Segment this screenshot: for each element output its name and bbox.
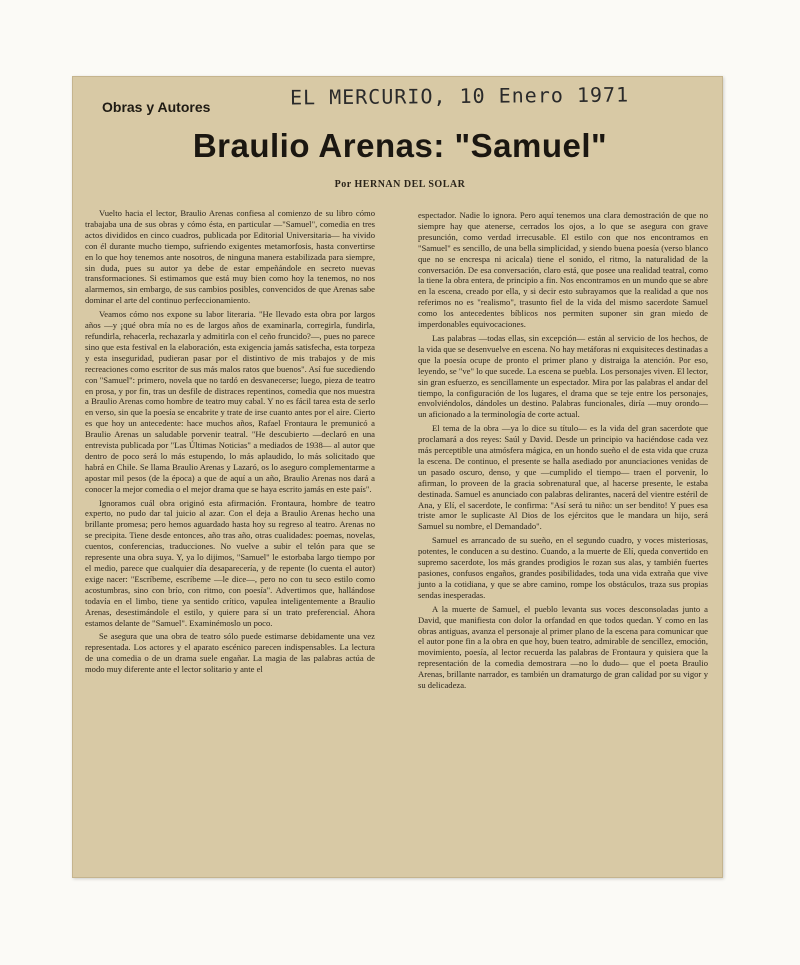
article-paragraph: El tema de la obra —ya lo dice su título— es la vida del gran sacerdote que proclamará a dos reyes: Saúl y David. Desde un principio va haciéndose cada vez más perceptible una atmósfera mágica, en un hondo sueño el de esta vida que cruza la escena. De continuo, el presente se halla asediado por anunciaciones venidas de un pasado oscuro, denso, y que —cumplido el tiempo— traen el porvenir, lo afirman, lo proveen de la gracia sobrenatural que, al hacerse presente, le estaba destinada. Samuel es anunciado con palabras delirantes, nacerá del vientre estéril de Ana, y Elí, el sacerdote, le confirma: "Así será tu niño: un ser bendito! Y pues esa triste amor le suplicaste Al Dios de los ejércitos que le mandara un hijo, será Samuel su nombre, el Demandado". [418,423,708,532]
article-paragraph: espectador. Nadie lo ignora. Pero aquí tenemos una clara demostración de que no siempre hay que atenerse, cerrados los ojos, a lo que se asegura con grave presunción, como verdad irrecusable. El estilo con que nos encontramos en "Samuel" es sencillo, de una bella simplicidad, y siendo buena poesía (verso blanco que no se encrespa ni acicala) tiene el sonido, el ritmo, la naturalidad de la conversación. De esa conversación, claro está, que posee una realidad teatral, como la tiene la obra entera, de principio a fin. Nos encontramos en un mundo que se abre en la escena, creado por ella, y si decir esto subrayamos que la realidad a que nos referimos no es "realismo", trasunto fiel de la vida del mismo sacerdote Samuel como los antecedentes bíblicos nos permiten suponer sin gran miedo de imperdonables equivocaciones. [418,210,708,330]
article-paragraph: Ignoramos cuál obra originó esta afirmación. Frontaura, hombre de teatro experto, no pudo dar tal juicio al azar. Con el deja a Braulio Arenas hecho una brillante promesa; pero hemos aguardado hasta hoy su regreso al teatro. Arenas no se precipita. Tiene desde entonces, año tras año, otras cualidades: poemas, novelas, cuentos, conferencias, traducciones. No vuelve a subir el telón para que se represente una obra suya. Y, ya lo dijimos, "Samuel" le estorbaba largo tiempo por el medio, parece que cualquier día desaparecería, y de repente (lo cuenta el autor) exige nacer: "Escríbeme, escríbeme —le dice—, pero no con tu seco estilo como acostumbras, sino con brío, con ritmo, con poesía". Advertimos que, hallándose todavía en el limbo, tiene ya sentido crítico, vapulea inteligentemente a Braulio Arenas, desestimándole el estilo, y quiere para sí un trato preferencial. Ahora estamos delante de "Samuel". Examinémoslo un poco. [85,497,375,628]
article-paragraph: Veamos cómo nos expone su labor literaria. "He llevado esta obra por largos años —y ¡qué obra mía no es de largos años de examinarla, corregirla, fundirla, refundirla, rehacerla, rechazarla y admitirla con el ceño fruncido?—, pues no parece sino que esta festival en la elaboración, esta exigencia jamás satisfecha, esta torpeza y esta inseguridad, pudieran pasar por el distintivo de mis trabajos y de mis recreaciones como escritor de sus más malos ratos que buenos". Así fue sucediendo con "Samuel": primero, novela que no tardó en desvanecerse; luego, pieza de teatro en prosa, y por fin, tras un desfile de distraces repentinos, comedia que nos muestra a Braulio Arenas como hombre de teatro muy cabal. Y no es fácil tarea esta de serlo en verso, sin que la poesía se encabrite y trate de irse cuanto antes por el aire. Cierto es que hoy un antecedente: hace muchos años, Rafael Frontaura le premunicó a Braulio Arenas un saludable porvenir teatral. "He descubierto —declaró en una entrevista publicada por "Las Últimas Noticias" a mediados de 1938— al autor que dentro de poco será lo más estupendo, lo más aplaudido, lo más solicitado que habrá en Chile. Se llama Braulio Arenas y Lazaró, os lo aseguro complementarme a apostar mil pesos (de la época) a que de aquí a un año, Braulio Arenas nos dará a conocer la mejor comedia o el mejor drama que se haya escrito jamás en este país". [85,309,375,494]
article-column-left [85,208,375,678]
article-column-right [418,210,708,694]
article-paragraph: Las palabras —todas ellas, sin excepción— están al servicio de los hechos, de la vida que se desenvuelve en escena. No hay metáforas ni exquisiteces destinadas a que la poesía ocupe de pronto el primer plano y distraiga la atención. Por eso, leyendo, se "ve" lo que sucede. La escena se puebla. Los personajes viven. El lector, sin gran esfuerzo, es sencillamente un espectador. Mira por las palabras el andar del tiempo, la configuración de los lugares, el drama que se teje entre los personajes, envolviéndolos, dándoles un destino. Palabras funcionales, diría —muy orondo— un aficionado a la terminología de corte actual. [418,332,708,420]
article-paragraph: Vuelto hacia el lector, Braulio Arenas confiesa al comienzo de su libro cómo trabajaba una de sus obras y cómo ésta, en particular —"Samuel", comedia en tres actos divididos en cinco cuadros, publicada por Editorial Universitaria— ha vivido con él durante mucho tiempo, sufriendo exigentes metamorfosis, hasta convertirse en lo que hoy tenemos ante nosotros, de ninguna manera estabilizada para siempre, sin duda, pues su autor ya debe de estar empeñándole en secreto nuevas transformaciones. Si estimamos que está muy bien como hoy la tenemos, no nos alarmemos, sin embargo, de sus cambios posibles, convencidos de que Arenas sabe dominar el arte del continuo perfeccionamiento. [85,208,375,306]
article-paragraph: Se asegura que una obra de teatro sólo puede estimarse debidamente una vez representada. Los actores y el aparato escénico parecen indispensables. La lectura de una comedia o de un drama suele engañar. La magia de las palabras actúa de modo muy diferente ante el lector solitario y ante el [85,631,375,675]
article-paragraph: A la muerte de Samuel, el pueblo levanta sus voces desconsoladas junto a David, que manifiesta con dolor la orfandad en que todos quedan. Y como en las obras antiguas, avanza el personaje al primer plano de la escena para comunicar que el autor pone fin a la obra en que hoy, buen teatro, admirable de sencillez, emoción, movimiento, poesía, al lector recuerda las palabras de Frontaura y quisiera que la representación de la comedia demostrara —no lo dudo— que el poeta Braulio Arenas, brillante narrador, es también un dramaturgo de gran calidad por su vigor y su delicadeza. [418,603,708,691]
article-paragraph: Samuel es arrancado de su sueño, en el segundo cuadro, y voces misteriosas, potentes, le conducen a su destino. Cuando, a la muerte de Elí, queda convertido en supremo sacerdote, los más grandes prodigios le rozan sus alas, y también fuertes pasiones, confusos engaños, grandes posibilidades, toda una vida extraña que vive junto a la cotidiana, y que se abre camino, rompe los obstáculos, traza sus propias sendas inesperadas. [418,535,708,600]
handwritten-source-note: EL MERCURIO, 10 Enero 1971 [289,82,630,110]
section-label: Obras y Autores [102,99,211,115]
article-byline: Por HERNAN DEL SOLAR [334,179,466,190]
article-title: Braulio Arenas: "Samuel" [192,127,608,164]
